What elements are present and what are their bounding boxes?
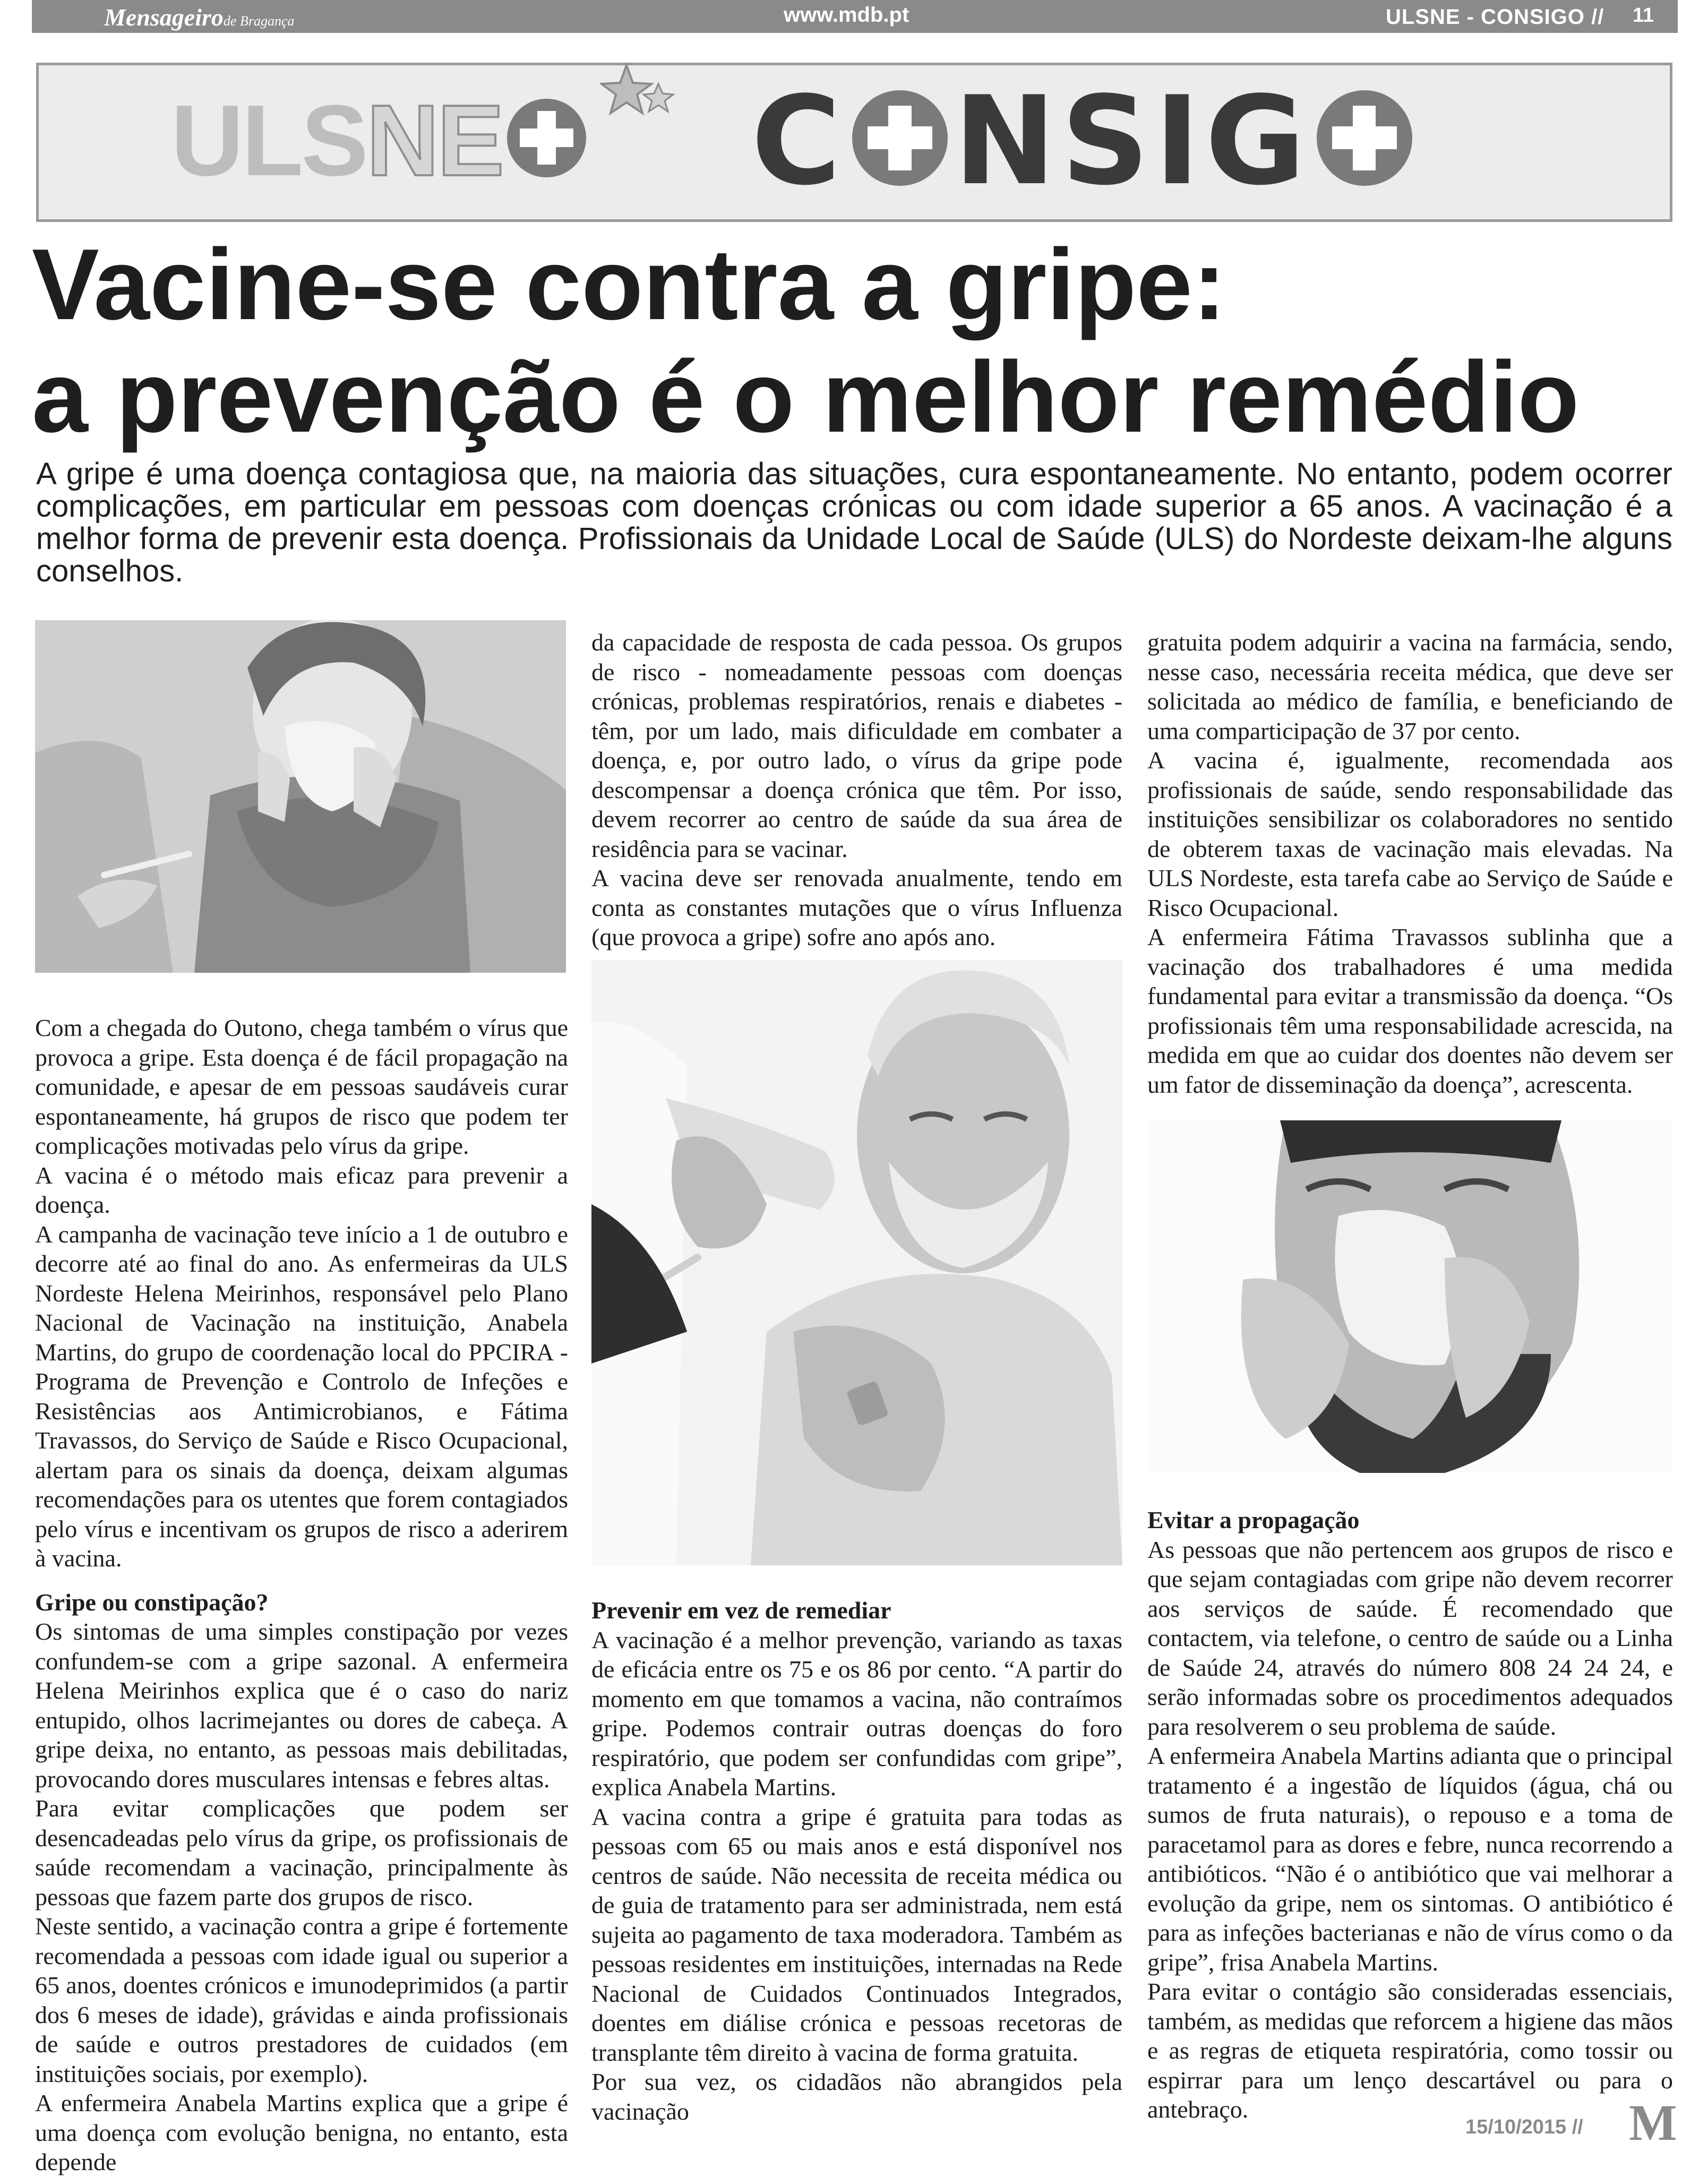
photo-young-man-sneezing <box>1147 1120 1673 1473</box>
footer-logo: M <box>1629 2094 1677 2151</box>
article-column-3 <box>1147 628 1673 1099</box>
article-headline <box>32 228 1678 453</box>
paragraph: As pessoas que não pertencem aos grupos de risco e que sejam contagiadas com gripe não devem recorrer aos serviços de saúde. É recomendado que contactem, via telefone, o centro de saúde ou a Linha de Saúde 24, através do número 808 24 24 24, e serão informadas sobre os procedimentos adequados para resolverem o seu problema de saúde. <box>1147 1536 1673 1740</box>
paragraph: A enfermeira Anabela Martins explica que a gripe é uma doença com evolução benigna, no entanto, esta depende <box>35 2089 568 2175</box>
paragraph: Por sua vez, os cidadãos não abrangidos pela vacinação <box>591 2068 1122 2125</box>
footer-date: 15/10/2015 // <box>1465 2116 1583 2138</box>
headline-line-1: Vacine-se contra a gripe: <box>32 228 1226 341</box>
article-column-2-continued <box>591 1596 1122 2126</box>
health-cross-icon <box>1317 90 1412 185</box>
ulsne-logo: ULSNE <box>171 80 591 202</box>
star-icon <box>600 63 680 121</box>
publication-subtitle: de Bragança <box>223 13 295 29</box>
paragraph: A vacina é o método mais eficaz para prevenir a doença. <box>35 1161 568 1218</box>
paragraph: Neste sentido, a vacinação contra a gripe é fortemente recomendada a pessoas com idade igual ou superior a 65 anos, doentes crónicos e imunodeprimidos (a partir dos 6 meses de idade), grávidas e ainda profissionais de saúde e outros prestadores de cuidados (em instituições sociais, por exemplo). <box>35 1913 568 2087</box>
photo-elderly-man-vaccination <box>591 960 1122 1565</box>
paragraph: A vacina contra a gripe é gratuita para todas as pessoas com 65 ou mais anos e está disponível nos centros de saúde. Não necessita de receita médica ou de guia de tratamento para ser administrada, nem está sujeita ao pagamento de taxa moderadora. Também as pessoas residentes em instituições, internadas na Rede Nacional de Cuidados Continuados Integrados, doentes em diálise crónica e pessoas recetoras de transplante têm direito à vacina de forma gratuita. <box>591 1803 1122 2066</box>
paragraph: A vacina deve ser renovada anualmente, tendo em conta as constantes mutações que o vírus Influenza (que provoca a gripe) sofre ano após ano. <box>591 864 1122 950</box>
article-column-1 <box>35 1013 568 2177</box>
paragraph: A enfermeira Fátima Travassos sublinha que a vacinação dos trabalhadores é uma medida fundamental para evitar a transmissão da doença. “Os profissionais têm uma responsabilidade acrescida, na medida em que ao cuidar dos doentes não devem ser um fator de disseminação da doença”, acrescenta. <box>1147 923 1673 1098</box>
page-number: 11 <box>1633 4 1654 27</box>
paragraph: A vacina é, igualmente, recomendada aos profissionais de saúde, sendo responsabilidade das instituições sensibilizar os colaboradores no sentido de obterem taxas de vacinação mais elevadas. Na ULS Nordeste, esta tarefa cabe ao Serviço de Saúde e Risco Ocupacional. <box>1147 747 1673 921</box>
section-label: ULSNE - CONSIGO // <box>1386 5 1604 29</box>
article-lede: A gripe é uma doença contagiosa que, na maioria das situações, cura espontaneamente. No entanto, podem ocorrer complicações, em particular em pessoas com doenças crónicas ou com idade superior a 65 anos. A vacinação é a melhor forma de prevenir esta doença. Profissionais da Unidade Local de Saúde (ULS) do Nordeste deixam-lhe alguns conselhos. <box>36 457 1672 588</box>
consigo-logo: C NSIG <box>751 75 1418 208</box>
paragraph: da capacidade de resposta de cada pessoa. Os grupos de risco - nomeadamente pessoas com doenças crónicas, problemas respiratórios, renais e diabetes - têm, por um lado, mais dificuldade em combater a doença, e, por outro lado, o vírus da gripe pode descompensar a doença crónica que têm. Por isso, devem recorrer ao centro de saúde da sua área de residência para se vacinar. <box>591 629 1122 862</box>
paragraph: Para evitar o contágio são consideradas essenciais, também, as medidas que reforcem a higiene das mãos e as regras de etiqueta respiratória, como tossir ou espirrar para um lenço descartável ou para o antebraço. <box>1147 1978 1673 2123</box>
article-column-3-continued <box>1147 1505 1673 2124</box>
paragraph: A campanha de vacinação teve início a 1 de outubro e decorre até ao final do ano. As enfermeiras da ULS Nordeste Helena Meirinhos, responsável pelo Plano Nacional de Vacinação na instituição, Anabela Martins, do grupo de coordenação local do PPCIRA - Programa de Prevenção e Controlo de Infeções e Resistências aos Antimicrobianos, e Fátima Travassos, do Serviço de Saúde e Risco Ocupacional, alertam para os sinais da doença, deixam algumas recomendações para os utentes que forem contagiados pelo vírus e incentivam os grupos de risco a aderirem à vacina. <box>35 1220 568 1572</box>
subheading-prevenir: Prevenir em vez de remediar <box>591 1597 891 1624</box>
article-column-2 <box>591 628 1122 952</box>
subheading-evitar-propagacao: Evitar a propagação <box>1147 1506 1360 1533</box>
paragraph: Para evitar complicações que podem ser desencadeadas pelo vírus da gripe, os profissionais de saúde recomendam a vacinação, principalmente às pessoas que fazem parte dos grupos de risco. <box>35 1795 568 1910</box>
subheading-gripe-ou-constipacao: Gripe ou constipação? <box>35 1588 269 1616</box>
paragraph: gratuita podem adquirir a vacina na farmácia, sendo, nesse caso, necessária receita médica, que deve ser solicitada ao médico de família, e beneficiando de uma comparticipação de 37 por cento. <box>1147 629 1673 744</box>
health-cross-icon <box>852 90 947 185</box>
paragraph: A enfermeira Anabela Martins adianta que o principal tratamento é a ingestão de líquidos (água, chá ou sumos de fruta naturais), o repouso e a toma de paracetamol para as dores e febre, nunca recorrendo a antibióticos. “Não é o antibiótico que vai melhorar a evolução da gripe, nem os sintomas. O antibiótico é para as infeções bacterianas e não de vírus como o da gripe”, frisa Anabela Martins. <box>1147 1742 1673 1976</box>
health-cross-icon <box>507 99 586 177</box>
website-link[interactable]: www.mdb.pt <box>784 3 909 27</box>
paragraph: Com a chegada do Outono, chega também o vírus que provoca a gripe. Esta doença é de fácil propagação na comunidade, e apesar de em pessoas saudáveis curar espontaneamente, há grupos de risco que podem ter complicações motivadas pelo vírus da gripe. <box>35 1014 568 1159</box>
paragraph: Os sintomas de uma simples constipação por vezes confundem-se com a gripe sazonal. A enfermeira Helena Meirinhos explica que é o caso do nariz entupido, olhos lacrimejantes ou dores de cabeça. A gripe deixa, no entanto, as pessoas mais debilitadas, provocando dores musculares intensas e febres altas. <box>35 1618 568 1793</box>
publication-name: Mensageirode Bragança <box>104 4 295 31</box>
headline-line-2: a prevenção é o melhor remédio <box>32 341 1580 453</box>
paragraph: A vacinação é a melhor prevenção, variando as taxas de eficácia entre os 75 e os 86 por cento. “A partir do momento em que tomamos a vacina, não contraímos gripe. Podemos contrair outras doenças do foro respiratório, que podem ser confundidas com gripe”, explica Anabela Martins. <box>591 1626 1122 1801</box>
photo-woman-with-tissue <box>35 620 566 973</box>
